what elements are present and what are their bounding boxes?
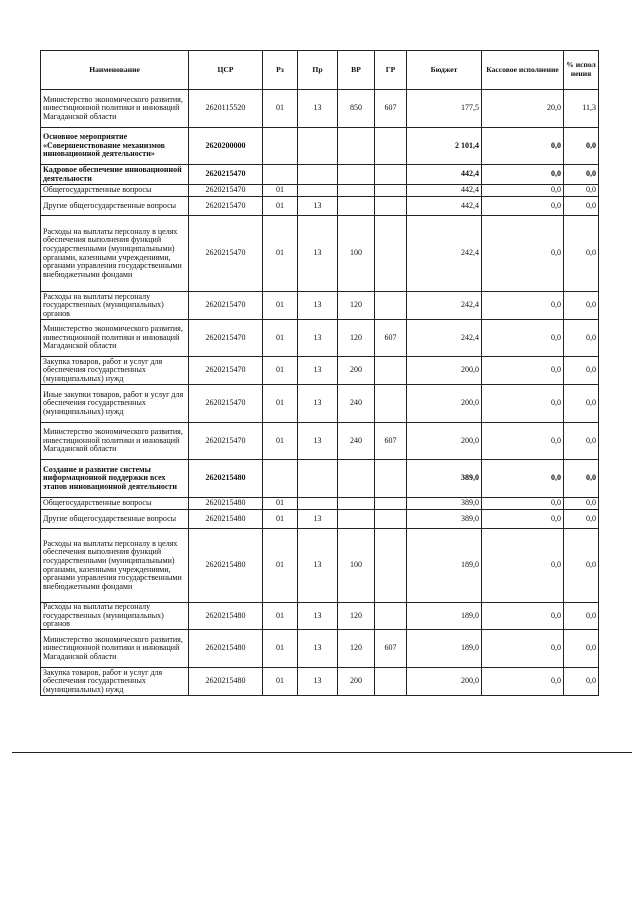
cell-pct: 0,0 [564, 320, 599, 357]
cell-pr: 13 [298, 385, 338, 423]
cell-rz: 01 [263, 385, 298, 423]
cell-gr: 607 [375, 423, 407, 460]
cell-cash: 0,0 [482, 510, 564, 529]
table-row [41, 385, 599, 423]
cell-budget: 242,4 [407, 216, 482, 292]
cell-pct: 0,0 [564, 165, 599, 185]
cell-vr [338, 185, 375, 197]
cell-rz: 01 [263, 603, 298, 630]
cell-rz: 01 [263, 320, 298, 357]
cell-cash: 0,0 [482, 165, 564, 185]
cell-gr [375, 529, 407, 603]
cell-csr: 2620215480 [189, 510, 263, 529]
table-row [41, 357, 599, 385]
cell-budget: 2 101,4 [407, 128, 482, 165]
cell-rz: 01 [263, 423, 298, 460]
table-row [41, 216, 599, 292]
cell-name: Другие общегосударственные вопросы [41, 510, 189, 529]
cell-name: Общегосударственные вопросы [41, 498, 189, 510]
cell-budget: 389,0 [407, 510, 482, 529]
cell-name: Закупка товаров, работ и услуг для обеспечения государственных (муниципальных) нужд [41, 668, 189, 696]
cell-csr: 2620200000 [189, 128, 263, 165]
cell-pr [298, 165, 338, 185]
table-row [41, 90, 599, 128]
cell-pr [298, 185, 338, 197]
cell-budget: 189,0 [407, 603, 482, 630]
cell-csr: 2620215480 [189, 668, 263, 696]
cell-budget: 242,4 [407, 292, 482, 320]
table-row [41, 197, 599, 216]
cell-rz: 01 [263, 90, 298, 128]
cell-cash: 0,0 [482, 603, 564, 630]
cell-gr [375, 165, 407, 185]
header-cash: Кассовое исполнение [482, 51, 564, 90]
cell-name: Иные закупки товаров, работ и услуг для обеспечения государственных (муниципальных) нужд [41, 385, 189, 423]
cell-cash: 0,0 [482, 385, 564, 423]
cell-vr [338, 128, 375, 165]
cell-vr: 120 [338, 320, 375, 357]
cell-name: Другие общегосударственные вопросы [41, 197, 189, 216]
header-pr: Пр [298, 51, 338, 90]
cell-pr: 13 [298, 630, 338, 668]
header-pct: % испол нения [564, 51, 599, 90]
cell-rz: 01 [263, 216, 298, 292]
header-gr: ГР [375, 51, 407, 90]
cell-name: Министерство экономического развития, инвестиционной политики и инноваций Магаданской области [41, 423, 189, 460]
cell-cash: 0,0 [482, 423, 564, 460]
cell-rz [263, 165, 298, 185]
cell-rz: 01 [263, 498, 298, 510]
cell-csr: 2620215470 [189, 320, 263, 357]
cell-csr: 2620215480 [189, 630, 263, 668]
cell-vr: 120 [338, 630, 375, 668]
cell-csr: 2620215480 [189, 460, 263, 498]
table-header-row [41, 51, 599, 90]
cell-gr: 607 [375, 630, 407, 668]
cell-pct: 0,0 [564, 216, 599, 292]
cell-rz: 01 [263, 292, 298, 320]
cell-pr: 13 [298, 216, 338, 292]
table-row [41, 128, 599, 165]
cell-pct: 11,3 [564, 90, 599, 128]
cell-cash: 0,0 [482, 320, 564, 357]
cell-vr [338, 498, 375, 510]
cell-csr: 2620215470 [189, 385, 263, 423]
cell-rz: 01 [263, 510, 298, 529]
table-row [41, 460, 599, 498]
cell-rz [263, 128, 298, 165]
cell-pr: 13 [298, 668, 338, 696]
cell-pr: 13 [298, 357, 338, 385]
cell-csr: 2620215470 [189, 423, 263, 460]
cell-vr [338, 165, 375, 185]
cell-gr [375, 216, 407, 292]
cell-budget: 442,4 [407, 185, 482, 197]
cell-vr [338, 460, 375, 498]
table-row [41, 320, 599, 357]
cell-name: Расходы на выплаты персоналу в целях обеспечения выполнения функций государственными (муниципальными) органами, казенными учреждениями, органами управления государственными внебюджетными фондами [41, 216, 189, 292]
cell-pr: 13 [298, 529, 338, 603]
cell-budget: 177,5 [407, 90, 482, 128]
cell-gr [375, 292, 407, 320]
cell-budget: 200,0 [407, 357, 482, 385]
cell-cash: 0,0 [482, 498, 564, 510]
cell-rz: 01 [263, 529, 298, 603]
table-row [41, 603, 599, 630]
cell-cash: 0,0 [482, 357, 564, 385]
cell-name: Расходы на выплаты персоналу в целях обеспечения выполнения функций государственными (муниципальными) органами, казенными учреждениями, органами управления государственными внебюджетными фондами [41, 529, 189, 603]
cell-vr: 100 [338, 529, 375, 603]
cell-pct: 0,0 [564, 128, 599, 165]
cell-pr [298, 128, 338, 165]
cell-vr: 240 [338, 385, 375, 423]
cell-cash: 0,0 [482, 216, 564, 292]
cell-vr: 200 [338, 357, 375, 385]
cell-vr [338, 510, 375, 529]
cell-cash: 0,0 [482, 128, 564, 165]
table-row [41, 529, 599, 603]
cell-cash: 0,0 [482, 630, 564, 668]
cell-pct: 0,0 [564, 385, 599, 423]
cell-csr: 2620215470 [189, 165, 263, 185]
header-rz: Рз [263, 51, 298, 90]
cell-pr [298, 498, 338, 510]
cell-budget: 200,0 [407, 668, 482, 696]
cell-gr [375, 510, 407, 529]
cell-name: Создание и развитие системы информационной поддержки всех этапов инновационной деятельности [41, 460, 189, 498]
cell-pct: 0,0 [564, 498, 599, 510]
cell-pr: 13 [298, 292, 338, 320]
cell-gr [375, 603, 407, 630]
cell-vr: 850 [338, 90, 375, 128]
table-row [41, 668, 599, 696]
header-csr: ЦСР [189, 51, 263, 90]
budget-table [40, 50, 599, 696]
cell-budget: 189,0 [407, 630, 482, 668]
cell-name: Закупка товаров, работ и услуг для обеспечения государственных (муниципальных) нужд [41, 357, 189, 385]
cell-pr: 13 [298, 423, 338, 460]
cell-cash: 0,0 [482, 668, 564, 696]
cell-pct: 0,0 [564, 197, 599, 216]
cell-pct: 0,0 [564, 630, 599, 668]
cell-csr: 2620215470 [189, 197, 263, 216]
cell-pct: 0,0 [564, 668, 599, 696]
cell-gr: 607 [375, 320, 407, 357]
table-row [41, 498, 599, 510]
cell-pct: 0,0 [564, 460, 599, 498]
page-divider-line [12, 752, 632, 753]
cell-pr [298, 460, 338, 498]
cell-rz: 01 [263, 185, 298, 197]
cell-vr [338, 197, 375, 216]
cell-pr: 13 [298, 197, 338, 216]
cell-name: Министерство экономического развития, инвестиционной политики и инноваций Магаданской области [41, 90, 189, 128]
cell-cash: 0,0 [482, 185, 564, 197]
cell-budget: 200,0 [407, 385, 482, 423]
cell-csr: 2620215470 [189, 292, 263, 320]
cell-csr: 2620115520 [189, 90, 263, 128]
cell-budget: 389,0 [407, 460, 482, 498]
cell-rz [263, 460, 298, 498]
table-row [41, 165, 599, 185]
cell-vr: 240 [338, 423, 375, 460]
cell-budget: 200,0 [407, 423, 482, 460]
cell-csr: 2620215470 [189, 216, 263, 292]
cell-name: Расходы на выплаты персоналу государственных (муниципальных) органов [41, 603, 189, 630]
cell-gr: 607 [375, 90, 407, 128]
cell-pr: 13 [298, 510, 338, 529]
cell-rz: 01 [263, 630, 298, 668]
cell-csr: 2620215470 [189, 357, 263, 385]
cell-vr: 120 [338, 603, 375, 630]
cell-pct: 0,0 [564, 423, 599, 460]
cell-csr: 2620215480 [189, 498, 263, 510]
cell-gr [375, 498, 407, 510]
cell-cash: 0,0 [482, 292, 564, 320]
table-row [41, 510, 599, 529]
cell-cash: 0,0 [482, 529, 564, 603]
cell-pct: 0,0 [564, 292, 599, 320]
cell-budget: 442,4 [407, 165, 482, 185]
cell-name: Министерство экономического развития, инвестиционной политики и инноваций Магаданской области [41, 320, 189, 357]
cell-pct: 0,0 [564, 185, 599, 197]
table-row [41, 185, 599, 197]
cell-rz: 01 [263, 668, 298, 696]
cell-pct: 0,0 [564, 510, 599, 529]
cell-gr [375, 668, 407, 696]
cell-vr: 200 [338, 668, 375, 696]
cell-rz: 01 [263, 357, 298, 385]
cell-gr [375, 357, 407, 385]
cell-pr: 13 [298, 320, 338, 357]
cell-rz: 01 [263, 197, 298, 216]
cell-name: Общегосударственные вопросы [41, 185, 189, 197]
cell-pr: 13 [298, 90, 338, 128]
cell-cash: 20,0 [482, 90, 564, 128]
cell-csr: 2620215480 [189, 603, 263, 630]
cell-gr [375, 185, 407, 197]
cell-pct: 0,0 [564, 603, 599, 630]
table-row [41, 423, 599, 460]
cell-gr [375, 385, 407, 423]
header-vr: ВР [338, 51, 375, 90]
header-name: Наименование [41, 51, 189, 90]
header-budget: Бюджет [407, 51, 482, 90]
cell-name: Кадровое обеспечение инновационной деятельности [41, 165, 189, 185]
cell-gr [375, 460, 407, 498]
cell-budget: 442,4 [407, 197, 482, 216]
cell-name: Основное мероприятие «Совершенствование механизмов инновационной деятельности» [41, 128, 189, 165]
cell-pct: 0,0 [564, 357, 599, 385]
cell-budget: 389,0 [407, 498, 482, 510]
cell-budget: 189,0 [407, 529, 482, 603]
cell-name: Министерство экономического развития, инвестиционной политики и инноваций Магаданской области [41, 630, 189, 668]
table-row [41, 292, 599, 320]
cell-name: Расходы на выплаты персоналу государственных (муниципальных) органов [41, 292, 189, 320]
cell-vr: 100 [338, 216, 375, 292]
cell-gr [375, 197, 407, 216]
cell-cash: 0,0 [482, 460, 564, 498]
table-row [41, 630, 599, 668]
cell-cash: 0,0 [482, 197, 564, 216]
cell-csr: 2620215470 [189, 185, 263, 197]
cell-pr: 13 [298, 603, 338, 630]
cell-vr: 120 [338, 292, 375, 320]
cell-pct: 0,0 [564, 529, 599, 603]
cell-gr [375, 128, 407, 165]
cell-csr: 2620215480 [189, 529, 263, 603]
cell-budget: 242,4 [407, 320, 482, 357]
